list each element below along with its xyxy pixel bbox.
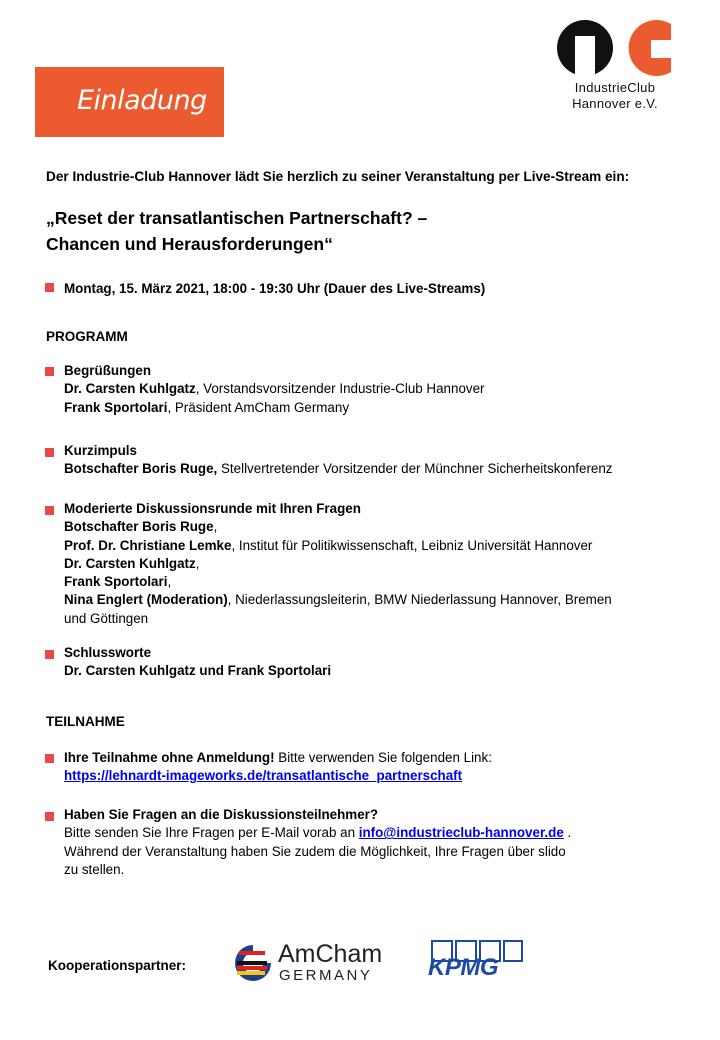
amcham-country: GERMANY <box>279 967 373 984</box>
speaker-role: , <box>167 574 172 590</box>
participation-item <box>64 749 492 786</box>
participation-text: Bitte verwenden Sie folgenden Link: <box>274 750 492 765</box>
event-title-line-2: Chancen und Herausforderungen“ <box>46 234 333 254</box>
logo-line-2: Hannover e.V. <box>572 96 658 111</box>
speaker-role: , <box>213 519 218 535</box>
speaker-name: Botschafter Boris Ruge <box>64 519 214 535</box>
speaker-role: , Präsident AmCham Germany <box>167 399 350 415</box>
programm-heading: PROGRAMM <box>46 329 128 344</box>
amcham-name: AmCham <box>278 940 383 968</box>
item-title: Moderierte Diskussionsrunde mit Ihren Fragen <box>64 501 361 516</box>
program-item-greetings <box>64 362 485 417</box>
questions-item <box>64 806 571 879</box>
speaker-name: Dr. Carsten Kuhlgatz <box>64 555 196 571</box>
invitation-banner <box>35 67 224 137</box>
partners-label: Kooperationspartner: <box>48 958 187 973</box>
livestream-link[interactable]: https://lehnardt-imageworks.de/transatlantische_partnerschaft <box>64 768 463 784</box>
amcham-logo <box>233 940 383 984</box>
teilnahme-heading: TEILNAHME <box>46 714 125 729</box>
questions-text-end: . <box>563 825 572 841</box>
speaker-role-continued: und Göttingen <box>64 610 149 626</box>
program-item-closing <box>64 644 331 681</box>
item-title: Kurzimpuls <box>64 443 137 458</box>
speaker-name: Prof. Dr. Christiane Lemke <box>64 537 232 553</box>
bullet-icon <box>45 367 54 376</box>
speaker-names: Dr. Carsten Kuhlgatz und Frank Sportolari <box>64 663 332 679</box>
ic-logo-mark-icon <box>555 18 675 78</box>
bullet-icon <box>45 448 54 457</box>
speaker-role: Stellvertretender Vorsitzender der Münchner Sicherheitskonferenz <box>217 461 613 477</box>
speaker-name: Nina Englert (Moderation) <box>64 592 228 608</box>
amcham-emblem-icon <box>233 943 273 983</box>
speaker-name: Frank Sportolari <box>64 399 168 415</box>
speaker-name: Frank Sportolari <box>64 574 168 590</box>
questions-text-2: Während der Veranstaltung haben Sie zudem die Möglichkeit, Ihre Fragen über slido <box>64 843 566 859</box>
industrieclub-logo <box>555 18 675 118</box>
speaker-role: , Niederlassungsleiterin, BMW Niederlassung Hannover, Bremen <box>227 592 612 608</box>
speaker-role: , Institut für Politikwissenschaft, Leibniz Universität Hannover <box>231 537 593 553</box>
kpmg-name: KPMG <box>428 954 498 981</box>
bullet-icon <box>45 812 54 821</box>
bullet-icon <box>45 650 54 659</box>
bullet-icon <box>45 283 54 292</box>
event-date: Montag, 15. März 2021, 18:00 - 19:30 Uhr (Dauer des Live-Streams) <box>64 281 486 296</box>
event-title <box>46 205 427 257</box>
participation-bold: Ihre Teilnahme ohne Anmeldung! <box>64 750 275 765</box>
event-title-line-1: „Reset der transatlantischen Partnerschaft? – <box>46 208 428 228</box>
questions-text: Bitte senden Sie Ihre Fragen per E-Mail vorab an <box>64 825 359 841</box>
speaker-role: , Vorstandsvorsitzender Industrie-Club Hannover <box>195 381 485 397</box>
kpmg-logo <box>428 940 524 984</box>
speaker-role: , <box>195 555 200 571</box>
email-link[interactable]: info@industrieclub-hannover.de <box>358 825 564 841</box>
program-item-discussion <box>64 500 674 628</box>
speaker-name: Dr. Carsten Kuhlgatz <box>64 381 196 397</box>
item-title: Schlussworte <box>64 645 152 660</box>
speaker-name: Botschafter Boris Ruge, <box>64 461 218 477</box>
bullet-icon <box>45 754 54 763</box>
questions-text-3: zu stellen. <box>64 861 125 877</box>
bullet-icon <box>45 506 54 515</box>
intro-text: Der Industrie-Club Hannover lädt Sie herzlich zu seiner Veranstaltung per Live-Stream ein: <box>46 169 630 184</box>
questions-bold: Haben Sie Fragen an die Diskussionsteilnehmer? <box>64 807 379 822</box>
logo-line-1: IndustrieClub <box>574 80 656 95</box>
program-item-keynote <box>64 442 613 479</box>
item-title: Begrüßungen <box>64 363 152 378</box>
invitation-label: Einladung <box>77 85 207 116</box>
